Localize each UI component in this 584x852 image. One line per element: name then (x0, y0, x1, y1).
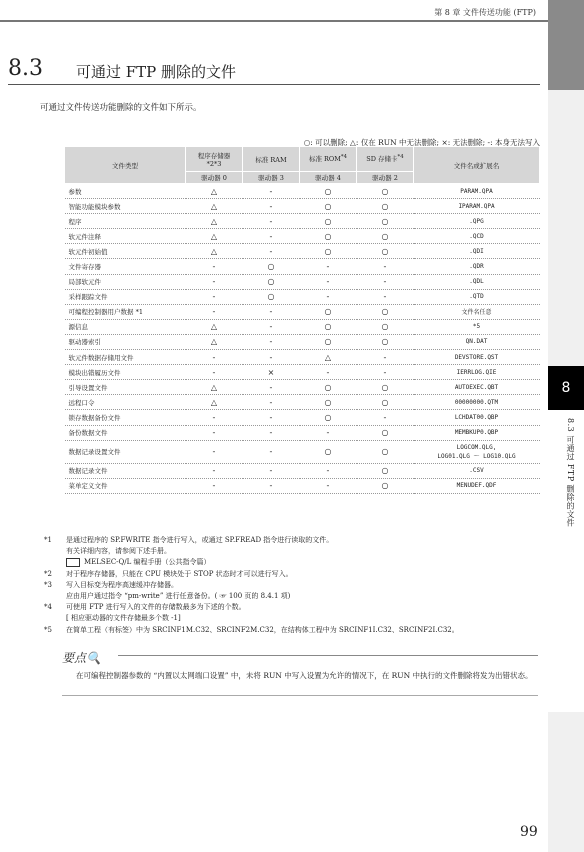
program-memory-cell: - (186, 425, 243, 440)
std-rom-cell: - (300, 478, 357, 493)
footnote-1: *1 是通过程序的 SP.FWRITE 指令进行写入，或通过 SP.FREAD 指令进行读取的文件。 (44, 536, 334, 544)
std-ram-cell: - (243, 425, 300, 440)
chapter-tab: 8 (548, 366, 584, 410)
std-rom-cell: ○ (300, 319, 357, 334)
filename-cell: IERRLOG.QIE (414, 365, 540, 380)
std-rom-cell: - (300, 289, 357, 304)
point-bottom-rule (62, 695, 538, 696)
program-memory-cell: - (186, 289, 243, 304)
sd-card-cell: ○ (357, 395, 414, 410)
std-rom-cell: ○ (300, 334, 357, 349)
std-rom-cell: ○ (300, 184, 357, 199)
page-ref-icon: ☞ (217, 592, 229, 601)
file-type-cell: 文件寄存器 (65, 259, 186, 274)
std-rom-cell: ○ (300, 214, 357, 229)
table-row (65, 319, 540, 334)
chapter-header (0, 0, 548, 24)
section-title: 可通过 FTP 删除的文件 (76, 63, 237, 81)
std-rom-cell: ○ (300, 304, 357, 319)
std-ram-cell: - (243, 244, 300, 259)
sd-card-cell: ○ (357, 184, 414, 199)
chapter-title: 第 8 章 文件传送功能 (FTP) (434, 8, 536, 17)
table-row (65, 304, 540, 319)
table-row (65, 214, 540, 229)
std-ram-cell: - (243, 334, 300, 349)
side-strip (548, 90, 584, 366)
file-type-cell: 软元件初始值 (65, 244, 186, 259)
std-ram-cell: - (243, 440, 300, 463)
footnote-2: *2 对于程序存储器，只能在 CPU 模块处于 STOP 状态时才可以进行写入。 (44, 569, 293, 578)
filename-cell: AUTOEXEC.QBT (414, 380, 540, 395)
header-file-type: 文件类型 (65, 147, 186, 184)
table-row (65, 259, 540, 274)
filename-cell: .QDR (414, 259, 540, 274)
table-row (65, 229, 540, 244)
file-type-cell: 软元件数据存储用文件 (65, 350, 186, 365)
manual-icon (66, 558, 80, 567)
std-rom-cell: - (300, 365, 357, 380)
filename-cell: LOGCOM.QLG, LOG01.QLG ～ LOG10.QLG (414, 440, 540, 463)
sd-card-cell: ○ (357, 319, 414, 334)
header-std-rom: 标准 ROM$^{*4}$ (300, 147, 357, 172)
footnote-3: *3 写入目标变为程序高速缓冲存储器。 (44, 580, 178, 589)
header-std-ram: 标准 RAM (243, 147, 300, 172)
table-row (65, 289, 540, 304)
sd-card-cell: ○ (357, 425, 414, 440)
std-ram-cell: - (243, 199, 300, 214)
sd-card-cell: ○ (357, 244, 414, 259)
side-strip (548, 712, 584, 852)
file-type-cell: 备份数据文件 (65, 425, 186, 440)
header-drive-3: 驱动器 3 (243, 172, 300, 184)
table-row (65, 199, 540, 214)
sd-card-cell: - (357, 350, 414, 365)
sd-card-cell: ○ (357, 440, 414, 463)
header-program-memory: 程序存储器 *2*3 (186, 147, 243, 172)
filename-cell: MEMBKUP0.QBP (414, 425, 540, 440)
table-row (65, 395, 540, 410)
file-type-cell: 智能功能模块参数 (65, 199, 186, 214)
program-memory-cell: △ (186, 229, 243, 244)
program-memory-cell: - (186, 478, 243, 493)
std-rom-cell: - (300, 463, 357, 478)
filename-cell: MENUDEF.QDF (414, 478, 540, 493)
table-row (65, 334, 540, 349)
file-type-cell: 源信息 (65, 319, 186, 334)
file-type-cell: 数据记录文件 (65, 463, 186, 478)
filename-cell: .CSV (414, 463, 540, 478)
std-ram-cell: - (243, 463, 300, 478)
std-ram-cell: - (243, 380, 300, 395)
sd-card-cell: ○ (357, 380, 414, 395)
sd-card-cell: ○ (357, 229, 414, 244)
std-ram-cell: - (243, 319, 300, 334)
program-memory-cell: - (186, 304, 243, 319)
table-row (65, 463, 540, 478)
std-ram-cell: - (243, 184, 300, 199)
file-type-cell: 参数 (65, 184, 186, 199)
filename-cell: .QDI (414, 244, 540, 259)
std-ram-cell: - (243, 350, 300, 365)
manual-reference: MELSEC-Q/L 编程手册（公共指令篇） (44, 557, 534, 568)
table-row (65, 244, 540, 259)
footnote-4-line2: [ 相应驱动器的文件存储最多个数 -1] (66, 614, 181, 623)
header-filename: 文件名或扩展名 (414, 147, 540, 184)
program-memory-cell: - (186, 259, 243, 274)
table-row (65, 425, 540, 440)
sd-card-cell: ○ (357, 199, 414, 214)
side-section-label: 8.3 可通过 FTP 删除的文件 (566, 418, 575, 528)
table-row (65, 478, 540, 493)
sd-card-cell: ○ (357, 478, 414, 493)
std-ram-cell: - (243, 478, 300, 493)
file-type-cell: 程序 (65, 214, 186, 229)
std-rom-cell: △ (300, 350, 357, 365)
std-ram-cell: - (243, 214, 300, 229)
std-rom-cell: ○ (300, 244, 357, 259)
file-type-cell: 菜单定义文件 (65, 478, 186, 493)
table-row (65, 184, 540, 199)
program-memory-cell: △ (186, 244, 243, 259)
sd-card-cell: - (357, 410, 414, 425)
std-ram-cell: × (243, 365, 300, 380)
std-rom-cell: ○ (300, 229, 357, 244)
file-type-cell: 模块出错履历文件 (65, 365, 186, 380)
table-row (65, 350, 540, 365)
program-memory-cell: - (186, 274, 243, 289)
program-memory-cell: △ (186, 184, 243, 199)
program-memory-cell: - (186, 440, 243, 463)
table-legend: ○: 可以删除; △: 仅在 RUN 中无法删除; ×: 无法删除; -: 本身无法写入 (303, 138, 540, 147)
file-type-cell: 采样跟踪文件 (65, 289, 186, 304)
table-row (65, 274, 540, 289)
sd-card-cell: - (357, 365, 414, 380)
std-rom-cell: - (300, 259, 357, 274)
filename-cell: DEVSTORE.QST (414, 350, 540, 365)
std-ram-cell: ○ (243, 289, 300, 304)
magnifier-icon: 🔍 (86, 651, 101, 665)
std-ram-cell: ○ (243, 274, 300, 289)
program-memory-cell: - (186, 463, 243, 478)
filename-cell: QN.DAT (414, 334, 540, 349)
filename-cell: PARAM.QPA (414, 184, 540, 199)
footnote-3-line2: 应由用户通过指令 “pm-write” 进行任意备份。( ☞ 100 页的 8.4.1 项) (66, 592, 291, 601)
std-rom-cell: ○ (300, 199, 357, 214)
std-rom-cell: ○ (300, 440, 357, 463)
header-drive-2: 驱动器 2 (357, 172, 414, 184)
deletable-files-table (64, 146, 540, 494)
point-heading: 要点🔍 (62, 651, 101, 665)
filename-cell: LCHDAT00.QBP (414, 410, 540, 425)
header-sd-card: SD 存储卡$^{*4}$ (357, 147, 414, 172)
file-type-cell: 引导设置文件 (65, 380, 186, 395)
footnotes (44, 535, 534, 636)
file-type-cell: 软元件注释 (65, 229, 186, 244)
filename-cell: *5 (414, 319, 540, 334)
filename-cell: .QCD (414, 229, 540, 244)
program-memory-cell: △ (186, 334, 243, 349)
section-number: 8.3 (8, 56, 43, 81)
std-rom-cell: - (300, 425, 357, 440)
table-row (65, 410, 540, 425)
section-rule (8, 84, 540, 85)
point-rule (118, 655, 538, 656)
header-drive-0: 驱动器 0 (186, 172, 243, 184)
file-type-cell: 锁存数据备份文件 (65, 410, 186, 425)
side-strip (548, 0, 584, 90)
table-row (65, 380, 540, 395)
std-ram-cell: - (243, 410, 300, 425)
std-rom-cell: ○ (300, 410, 357, 425)
intro-text: 可通过文件传送功能删除的文件如下所示。 (40, 103, 202, 113)
header-drive-4: 驱动器 4 (300, 172, 357, 184)
program-memory-cell: - (186, 350, 243, 365)
page-number: 99 (520, 824, 538, 840)
std-rom-cell: ○ (300, 395, 357, 410)
sd-card-cell: - (357, 274, 414, 289)
program-memory-cell: △ (186, 395, 243, 410)
program-memory-cell: △ (186, 214, 243, 229)
footnote-1-line2: 有关详细内容，请参阅下述手册。 (66, 547, 171, 556)
program-memory-cell: △ (186, 199, 243, 214)
file-type-cell: 可编程控制器用户数据 *1 (65, 304, 186, 319)
filename-cell: 文件名任意 (414, 304, 540, 319)
sd-card-cell: ○ (357, 463, 414, 478)
filename-cell: .QPG (414, 214, 540, 229)
sd-card-cell: - (357, 289, 414, 304)
std-rom-cell: - (300, 274, 357, 289)
filename-cell: .QTD (414, 289, 540, 304)
filename-cell: IPARAM.QPA (414, 199, 540, 214)
std-ram-cell: - (243, 304, 300, 319)
filename-cell: .QDL (414, 274, 540, 289)
file-type-cell: 驱动器索引 (65, 334, 186, 349)
program-memory-cell: - (186, 410, 243, 425)
program-memory-cell: - (186, 365, 243, 380)
header-rule (0, 20, 548, 22)
program-memory-cell: △ (186, 319, 243, 334)
file-type-cell: 局部软元件 (65, 274, 186, 289)
file-type-cell: 数据记录设置文件 (65, 440, 186, 463)
footnote-4: *4 可使用 FTP 进行写入的文件的存储数最多为下述的个数。 (44, 603, 246, 612)
file-type-cell: 远程口令 (65, 395, 186, 410)
std-ram-cell: - (243, 229, 300, 244)
point-body: 在可编程控制器参数的 “内置以太网端口设置” 中，未将 RUN 中写入设置为允许的情况下，在 RUN 中执行的文件删除将发为出错状态。 (76, 671, 533, 680)
sd-card-cell: ○ (357, 334, 414, 349)
sd-card-cell: - (357, 259, 414, 274)
std-ram-cell: - (243, 395, 300, 410)
program-memory-cell: △ (186, 380, 243, 395)
std-rom-cell: ○ (300, 380, 357, 395)
std-ram-cell: ○ (243, 259, 300, 274)
filename-cell: 00000000.QTM (414, 395, 540, 410)
sd-card-cell: ○ (357, 214, 414, 229)
table-row (65, 365, 540, 380)
table-row (65, 440, 540, 463)
sd-card-cell: ○ (357, 304, 414, 319)
footnote-5: *5 在简单工程（有标签）中为 SRCINF1M.C32、SRCINF2M.C32，在结构体工程中为 SRCINF1I.C32、SRCINF2I.C32。 (44, 625, 459, 634)
